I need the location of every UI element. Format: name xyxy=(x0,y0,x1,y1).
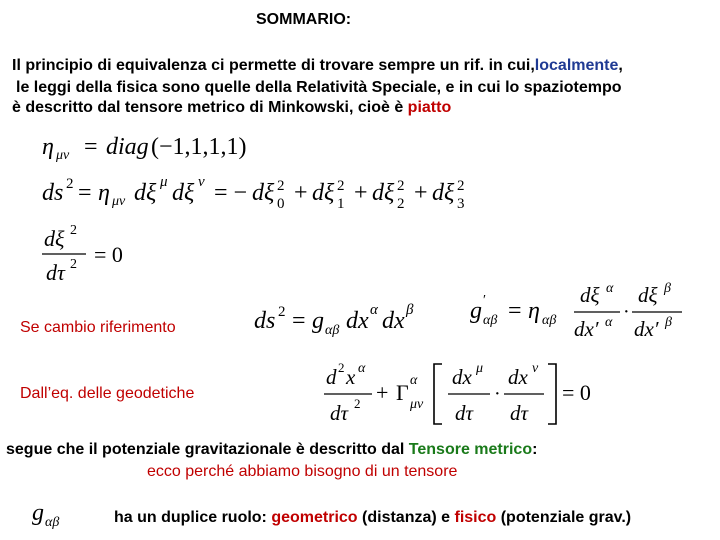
svg-text:Γ: Γ xyxy=(396,380,409,405)
label-change-reference: Se cambio riferimento xyxy=(20,319,176,336)
svg-text:=: = xyxy=(292,308,306,334)
svg-text:η: η xyxy=(42,134,54,160)
svg-text:η: η xyxy=(98,180,110,206)
svg-text:dξ: dξ xyxy=(252,180,275,206)
svg-text:α: α xyxy=(358,361,366,376)
equation-line-element xyxy=(40,170,500,214)
svg-text:2: 2 xyxy=(278,304,286,320)
slide-title: SOMMARIO: xyxy=(256,11,352,28)
svg-text:g: g xyxy=(32,500,44,526)
svg-text:0: 0 xyxy=(277,196,285,212)
svg-text:dx: dx xyxy=(508,365,528,389)
intro-line-2: le leggi della fisica sono quelle della Relatività Speciale, e in cui lo spaziotempo xyxy=(16,79,622,96)
svg-text:μν: μν xyxy=(112,194,126,209)
svg-text:ds: ds xyxy=(42,180,64,206)
intro-line-1-text: Il principio di equivalenza ci permette di trovare sempre un rif. in cui, xyxy=(12,57,535,74)
conclusion-line-3 xyxy=(114,508,631,528)
svg-text:μ: μ xyxy=(160,174,168,190)
svg-text:α: α xyxy=(370,302,378,318)
svg-text:αβ: αβ xyxy=(45,515,60,530)
equation-metric-symbol xyxy=(28,498,78,532)
svg-text:dτ: dτ xyxy=(46,260,65,285)
svg-text:dξ: dξ xyxy=(580,283,600,307)
svg-text:dx′: dx′ xyxy=(574,317,599,341)
svg-text:2: 2 xyxy=(338,360,345,375)
svg-text:= 0: = 0 xyxy=(562,380,591,405)
svg-text:αβ: αβ xyxy=(325,323,340,338)
svg-text:α: α xyxy=(410,373,418,388)
svg-text:2: 2 xyxy=(337,178,345,194)
equation-metric-transform xyxy=(468,280,690,350)
svg-text:x: x xyxy=(346,365,356,389)
svg-text:αβ: αβ xyxy=(483,313,498,328)
svg-text:(−1,1,1,1): (−1,1,1,1) xyxy=(151,134,247,160)
svg-text:=: = xyxy=(508,298,522,324)
conclusion-line-1-text: segue che il potenziale gravitazionale è descritto dal xyxy=(6,441,409,458)
conclusion-line-1 xyxy=(6,440,537,460)
intro-line-1 xyxy=(12,56,623,76)
svg-text:μ: μ xyxy=(476,361,484,376)
svg-text:dτ: dτ xyxy=(510,401,529,425)
svg-text:β: β xyxy=(664,281,671,296)
conclusion-line-1-end: : xyxy=(532,441,538,458)
equation-metric-line-element xyxy=(252,300,422,340)
label-geodesic-equation: Dall’eq. delle geodetiche xyxy=(20,385,195,402)
intro-line-3-text: è descritto dal tensore metrico di Minkowski, cioè è xyxy=(12,99,408,116)
svg-text:μν: μν xyxy=(56,148,70,162)
svg-text:dx′: dx′ xyxy=(634,317,659,341)
svg-text:3: 3 xyxy=(457,196,465,212)
keyword-tensore-metrico: Tensore metrico xyxy=(408,441,533,458)
conclusion-line-3-mid: (distanza) e xyxy=(357,509,455,526)
svg-text:g: g xyxy=(470,298,482,324)
svg-text:+: + xyxy=(294,180,308,206)
equation-geodesic xyxy=(322,356,602,430)
svg-text:dξ: dξ xyxy=(44,226,65,251)
svg-text:= 0: = 0 xyxy=(94,242,123,267)
keyword-localmente: localmente xyxy=(534,57,619,74)
svg-text:+: + xyxy=(376,380,389,405)
svg-text:dξ: dξ xyxy=(372,180,395,206)
svg-text:=: = xyxy=(78,180,92,206)
svg-text:dx: dx xyxy=(346,308,369,334)
svg-text:μν: μν xyxy=(410,397,424,412)
svg-text:+: + xyxy=(354,180,368,206)
svg-text:αβ: αβ xyxy=(542,313,557,328)
svg-text:dξ: dξ xyxy=(312,180,335,206)
keyword-geometrico: geometrico xyxy=(271,509,358,526)
svg-text:2: 2 xyxy=(66,176,74,192)
svg-text:β: β xyxy=(665,315,672,330)
conclusion-line-3-text: ha un duplice ruolo: xyxy=(114,509,272,526)
svg-text:1: 1 xyxy=(337,196,345,212)
svg-text:dξ: dξ xyxy=(172,180,195,206)
equation-free-fall xyxy=(40,220,150,290)
svg-text:diag: diag xyxy=(106,134,149,160)
svg-text:dτ: dτ xyxy=(330,401,349,425)
svg-text:2: 2 xyxy=(457,178,465,194)
svg-text:β: β xyxy=(406,302,414,318)
svg-text:2: 2 xyxy=(354,396,361,411)
conclusion-line-2: ecco perché abbiamo bisogno di un tensore xyxy=(147,463,458,480)
intro-line-3 xyxy=(12,98,451,118)
svg-text:g: g xyxy=(312,308,324,334)
svg-text:2: 2 xyxy=(277,178,285,194)
svg-text:ν: ν xyxy=(532,361,539,376)
conclusion-line-3-end: (potenziale grav.) xyxy=(496,509,632,526)
svg-text:dτ: dτ xyxy=(455,401,474,425)
svg-text:2: 2 xyxy=(70,223,77,238)
keyword-piatto: piatto xyxy=(407,99,452,116)
svg-text:dx: dx xyxy=(382,308,405,334)
keyword-fisico: fisico xyxy=(454,509,497,526)
svg-text:= −: = − xyxy=(214,180,248,206)
svg-text:·: · xyxy=(494,383,501,405)
svg-text:d: d xyxy=(326,365,337,389)
svg-text:η: η xyxy=(528,298,540,324)
svg-text:=: = xyxy=(84,134,98,160)
svg-text:ds: ds xyxy=(254,308,276,334)
svg-text:2: 2 xyxy=(397,196,405,212)
equation-minkowski-metric xyxy=(40,128,270,162)
svg-text:2: 2 xyxy=(70,257,77,272)
svg-text:α: α xyxy=(606,281,614,296)
svg-text:′: ′ xyxy=(483,293,487,308)
svg-text:+: + xyxy=(414,180,428,206)
svg-text:α: α xyxy=(605,315,613,330)
intro-line-1-end: , xyxy=(618,57,623,74)
svg-text:·: · xyxy=(623,301,630,323)
svg-text:dξ: dξ xyxy=(432,180,455,206)
svg-text:dξ: dξ xyxy=(134,180,157,206)
svg-text:dξ: dξ xyxy=(638,283,658,307)
svg-text:ν: ν xyxy=(198,174,205,190)
svg-text:2: 2 xyxy=(397,178,405,194)
svg-text:dx: dx xyxy=(452,365,472,389)
